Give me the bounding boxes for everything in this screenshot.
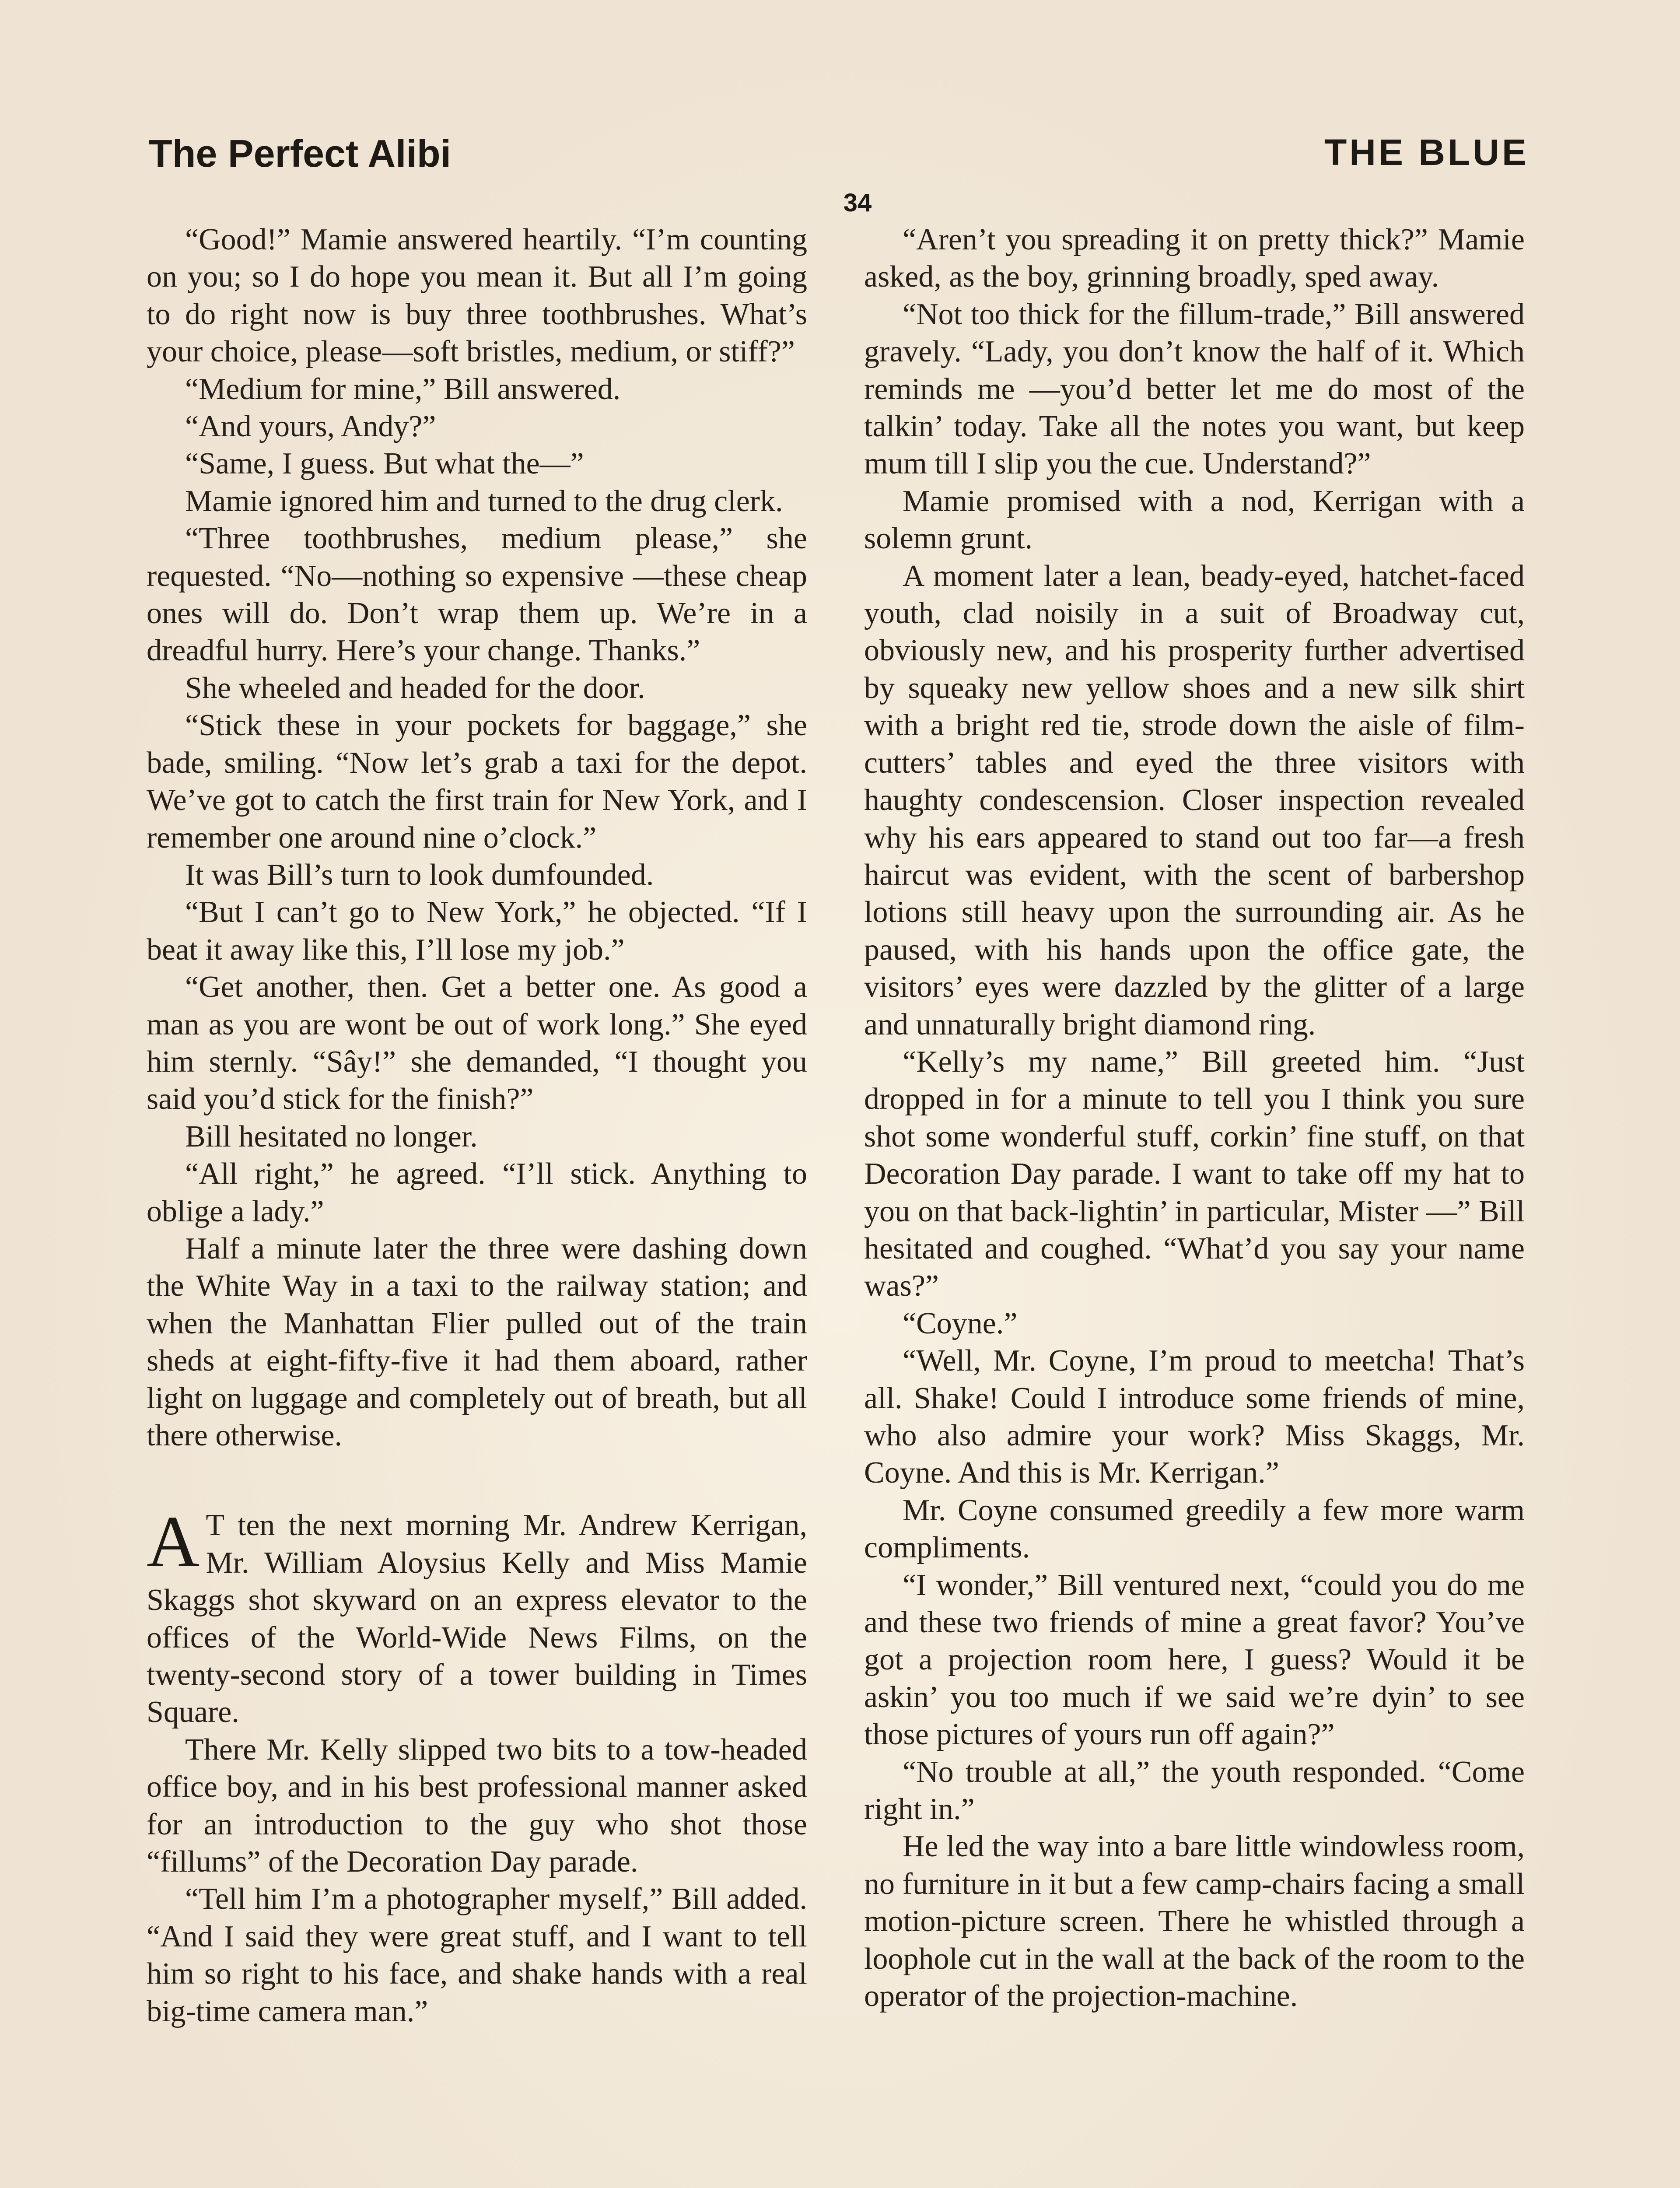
paragraph: “Good!” Mamie answered heartily. “I’m counting on you; so I do hope you mean it. But all I’m going to do right now is buy three toothbrushes. What’s your choice, please—soft bristles, medium, or stiff?” [147, 223, 807, 369]
paragraph: A moment later a lean, beady-eyed, hatchet-faced youth, clad noisily in a suit of Broadway cut, obviously new, and his prosperity further advertised by squeaky new yellow shoes and a new silk shirt with a bright red tie, strode down the aisle of film-cutters’ tables and eyed the three visitors with haughty condescension. Closer inspection revealed why his ears appeared to stand out too far—a fresh haircut was evident, with the scent of barbershop lotions still heavy upon the surrounding air. As he paused, with his hands upon the office gate, the visitors’ eyes were dazzled by the glitter of a large and unnaturally bright diamond ring. [864, 559, 1525, 1041]
page-number: 34 [843, 189, 872, 217]
paragraph: “Not too thick for the fillum-trade,” Bill answered gravely. “Lady, you don’t know the half of it. Which reminds me —you’d better let me do most of the talkin’ today. Take all the notes you want, but keep mum till I slip you the cue. Understand?” [864, 297, 1525, 481]
paragraph: Mamie promised with a nod, Kerrigan with a solemn grunt. [864, 484, 1525, 556]
paragraph: It was Bill’s turn to look dumfounded. [185, 858, 654, 892]
paragraph: “No trouble at all,” the youth responded. “Come right in.” [864, 1755, 1525, 1827]
paragraph: She wheeled and headed for the door. [185, 671, 645, 705]
left-column [147, 221, 807, 2030]
paragraph: “I wonder,” Bill ventured next, “could you do me and these two friends of mine a great favor? You’ve got a projection room here, I guess? Would it be askin’ you too much if we said we’re dyin’ to see those pictures of yours run off again?” [864, 1568, 1525, 1752]
paragraph: Bill hesitated no longer. [185, 1119, 478, 1154]
paragraph: “Get another, then. Get a better one. As good a man as you are wont be out of work long.” She eyed him sternly. “Sây!” she demanded, “I thought you said you’d stick for the finish?” [147, 970, 807, 1116]
paragraph: Mr. Coyne consumed greedily a few more warm compliments. [864, 1493, 1525, 1565]
paragraph: “And yours, Andy?” [185, 410, 436, 444]
paragraph: “Well, Mr. Coyne, I’m proud to meetcha! That’s all. Shake! Could I introduce some friends of mine, who also admire your work? Miss Skaggs, Mr. Coyne. And this is Mr. Kerrigan.” [864, 1344, 1525, 1490]
section-opening-text: T ten the next morning Mr. Andrew Kerrigan, Mr. William Aloysius Kelly and Miss Mamie Skaggs shot skyward on an express elevator to the offices of the World-Wide News Films, on the twenty-second story of a tower building in Times Square. [147, 1508, 807, 1729]
paragraph: “Stick these in your pockets for baggage,” she bade, smiling. “Now let’s grab a taxi for the depot. We’ve got to catch the first train for New York, and I remember one around nine o’clock.” [147, 708, 807, 855]
paragraph: “Kelly’s my name,” Bill greeted him. “Just dropped in for a minute to tell you I think you sure shot some wonderful stuff, corkin’ fine stuff, on that Decoration Day parade. I want to take off my hat to you on that back-lightin’ in particular, Mister —” Bill hesitated and coughed. “What’d you say your name was?” [864, 1045, 1525, 1303]
paragraph: “Three toothbrushes, medium please,” she requested. “No—nothing so expensive —these cheap ones will do. Don’t wrap them up. We’re in a dreadful hurry. Here’s your change. Thanks.” [147, 522, 807, 668]
section-opening-paragraph [147, 1501, 807, 1731]
paragraph: “But I can’t go to New York,” he objected. “If I beat it away like this, I’ll lose my job.” [147, 895, 807, 967]
paragraph: Half a minute later the three were dashing down the White Way in a taxi to the railway station; and when the Manhattan Flier pulled out of the train sheds at eight-fifty-five it had them aboard, rather light on luggage and completely out of breath, but all there otherwise. [147, 1231, 807, 1452]
story-title: The Perfect Alibi [149, 132, 452, 175]
paragraph: “Tell him I’m a photographer myself,” Bill added. “And I said they were great stuff, and I want to tell him so right to his face, and shake hands with a real big-time camera man.” [147, 1882, 807, 2028]
right-column [864, 221, 1525, 2015]
paragraph: There Mr. Kelly slipped two bits to a tow-headed office boy, and in his best professional manner asked for an introduction to the guy who shot those “fillums” of the Decoration Day parade. [147, 1732, 807, 1879]
paragraph: Mamie ignored him and turned to the drug clerk. [185, 484, 783, 518]
paragraph: “Medium for mine,” Bill answered. [185, 372, 621, 406]
paragraph: “Coyne.” [903, 1306, 1018, 1340]
paragraph: He led the way into a bare little windowless room, no furniture in it but a few camp-chairs facing a small motion-picture screen. There he whistled through a loophole cut in the wall at the back of the room to the operator of the projection-machine. [864, 1830, 1525, 2013]
paragraph: “All right,” he agreed. “I’ll stick. Anything to oblige a lady.” [147, 1157, 807, 1228]
drop-cap: A [147, 1501, 200, 1583]
paragraph: “Aren’t you spreading it on pretty thick?” Mamie asked, as the boy, grinning broadly, sped away. [864, 223, 1525, 294]
magazine-name: THE BLUE [1324, 132, 1529, 173]
paragraph: “Same, I guess. But what the—” [185, 447, 584, 481]
